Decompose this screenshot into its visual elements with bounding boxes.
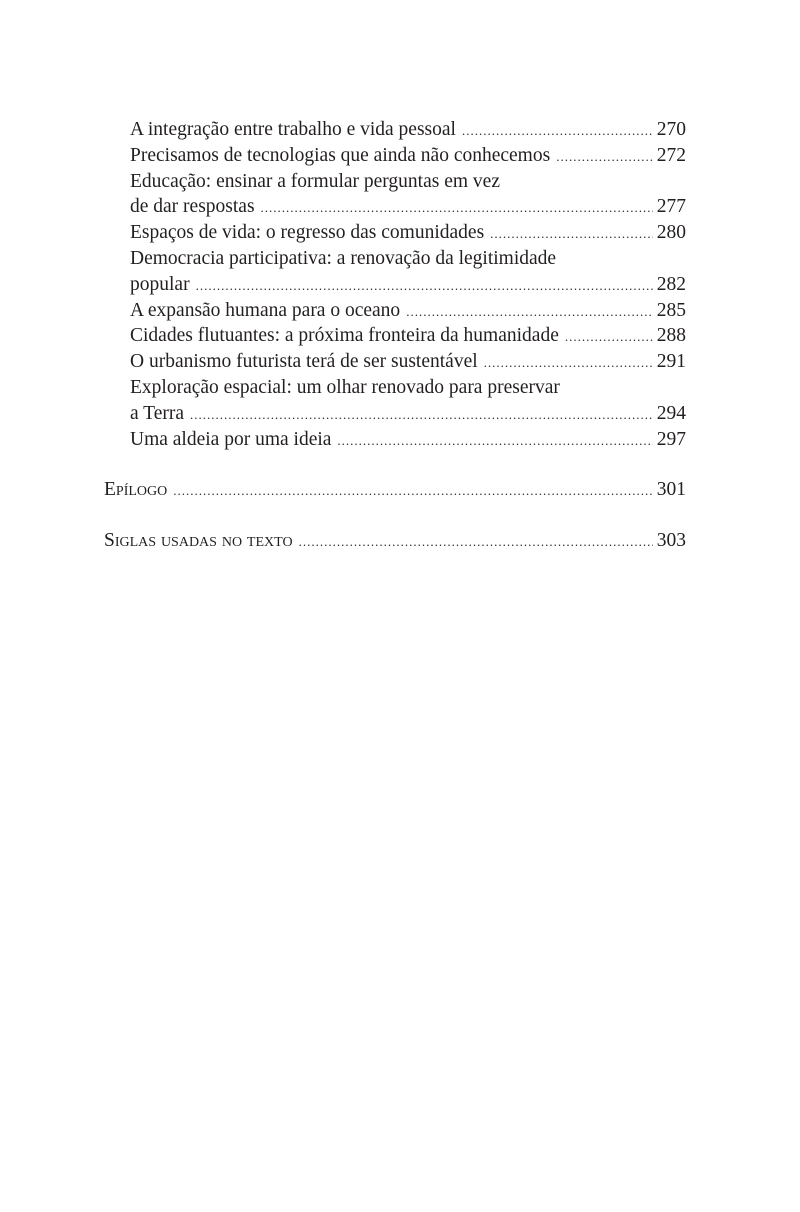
page-number: 291 <box>656 351 686 373</box>
toc-entry[interactable] <box>104 220 686 246</box>
entry-title: A integração entre trabalho e vida pessoal <box>130 119 456 140</box>
entry-title: Espaços de vida: o regresso das comunidades <box>130 222 485 244</box>
entry-title: popular <box>130 273 190 295</box>
dot-leader <box>299 529 653 555</box>
page-number: 303 <box>656 530 686 552</box>
entry-title: de dar respostas <box>130 196 255 218</box>
entry-line <box>130 323 686 349</box>
toc-entry[interactable] <box>104 169 686 221</box>
table-of-contents <box>104 117 686 554</box>
page-number: 288 <box>656 325 686 347</box>
page-number: 272 <box>656 144 686 166</box>
entry-title: Educação: ensinar a formular perguntas em vez <box>130 170 500 192</box>
dot-leader <box>484 350 653 376</box>
toc-entry[interactable] <box>104 117 686 143</box>
page-number: 285 <box>656 299 686 321</box>
entry-title: O urbanismo futurista terá de ser sustentável <box>130 351 478 373</box>
entry-title: Exploração espacial: um olhar renovado para preservar <box>130 376 560 398</box>
toc-entries <box>104 117 686 452</box>
entry-line <box>130 427 686 453</box>
entry-line <box>130 143 686 169</box>
dot-leader <box>196 273 653 299</box>
toc-entry[interactable] <box>104 323 686 349</box>
dot-leader <box>556 144 653 170</box>
entry-line <box>130 220 686 246</box>
page-number: 282 <box>656 273 686 295</box>
entry-line <box>130 298 686 324</box>
dot-leader <box>490 221 653 247</box>
page-number: 297 <box>656 428 686 450</box>
toc-section-epilogo[interactable] <box>104 477 686 503</box>
dot-leader <box>406 299 653 325</box>
page-number: 280 <box>656 222 686 244</box>
entry-line <box>130 169 686 195</box>
entry-title: a Terra <box>130 402 185 424</box>
entry-title: Uma aldeia por uma ideia <box>130 428 332 450</box>
section-title: Epílogo <box>104 479 168 501</box>
entry-title: Democracia participativa: a renovação da legitimidade <box>130 247 557 269</box>
entry-line <box>130 246 686 272</box>
dot-leader <box>190 402 653 428</box>
entry-title: A expansão humana para o oceano <box>130 299 401 321</box>
page-number: 270 <box>656 119 686 140</box>
dot-leader <box>173 478 653 504</box>
toc-entry[interactable] <box>104 246 686 298</box>
toc-entry[interactable] <box>104 298 686 324</box>
entry-title: Precisamos de tecnologias que ainda não conhecemos <box>130 144 551 166</box>
dot-leader <box>565 324 653 350</box>
entry-line <box>130 194 686 220</box>
page-number: 277 <box>656 196 686 218</box>
dot-leader <box>337 428 652 454</box>
entry-line <box>130 375 686 401</box>
dot-leader <box>462 118 653 144</box>
toc-entry[interactable] <box>104 143 686 169</box>
entry-line <box>130 349 686 375</box>
page-number: 301 <box>656 479 686 501</box>
entry-line <box>130 117 686 143</box>
section-title: Siglas usadas no texto <box>104 530 293 552</box>
toc-entry[interactable] <box>104 427 686 453</box>
entry-line <box>130 272 686 298</box>
page-number: 294 <box>656 402 686 424</box>
entry-line <box>130 401 686 427</box>
toc-entry[interactable] <box>104 349 686 375</box>
toc-section-siglas[interactable] <box>104 528 686 554</box>
dot-leader <box>261 195 653 221</box>
entry-title: Cidades flutuantes: a próxima fronteira da humanidade <box>130 325 559 347</box>
toc-entry[interactable] <box>104 375 686 427</box>
